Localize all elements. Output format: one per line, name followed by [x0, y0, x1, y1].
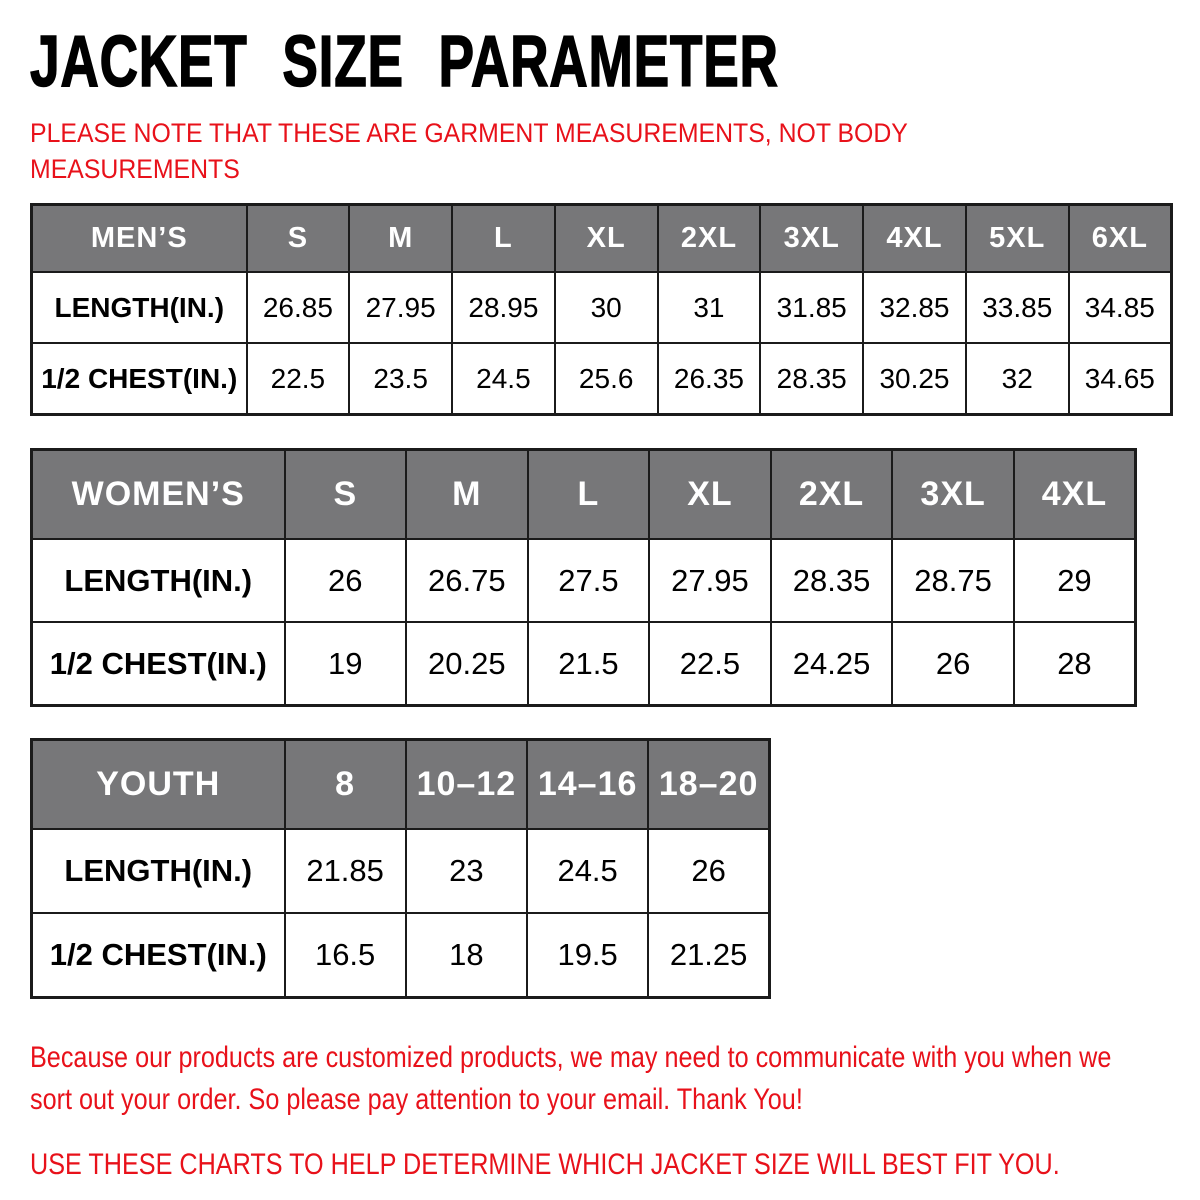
mens-measurement-value: 32.85 [863, 272, 966, 343]
mens-size-table [30, 203, 1173, 416]
womens-size-column-header: S [285, 449, 407, 539]
womens-measurement-value: 28 [1014, 622, 1136, 705]
womens-size-column-header: L [528, 449, 650, 539]
mens-size-column-header: 4XL [863, 204, 966, 272]
chart-usage-note: USE THESE CHARTS TO HELP DETERMINE WHICH JACKET SIZE WILL BEST FIT YOU. [30, 1148, 1060, 1181]
mens-measurement-value: 26.35 [658, 343, 761, 414]
garment-measurement-note: PLEASE NOTE THAT THESE ARE GARMENT MEASUREMENTS, NOT BODY MEASUREMENTS [30, 118, 908, 184]
youth-measurement-row [32, 913, 770, 997]
mens-header-row [32, 204, 1172, 272]
youth-size-column-header: 8 [285, 739, 406, 829]
womens-table-title: WOMEN’S [32, 449, 285, 539]
mens-size-column-header: 6XL [1069, 204, 1172, 272]
youth-measurement-row [32, 829, 770, 913]
mens-size-column-header: S [247, 204, 350, 272]
womens-measurement-value: 26 [285, 539, 407, 622]
mens-measurement-value: 28.35 [760, 343, 863, 414]
mens-size-column-header: M [349, 204, 452, 272]
mens-measurement-value: 28.95 [452, 272, 555, 343]
customization-communication-note: Because our products are customized products, we may need to communicate with you when we sort out your order. So please pay attention to your email. Thank You! [30, 1040, 1112, 1117]
mens-measurement-value: 30.25 [863, 343, 966, 414]
womens-measurement-value: 29 [1014, 539, 1136, 622]
mens-measurement-value: 34.65 [1069, 343, 1172, 414]
mens-size-column-header: XL [555, 204, 658, 272]
mens-measurement-value: 32 [966, 343, 1069, 414]
youth-row-label: LENGTH(IN.) [32, 829, 285, 913]
womens-measurement-value: 27.95 [649, 539, 771, 622]
youth-size-column-header: 14–16 [527, 739, 648, 829]
womens-size-column-header: M [406, 449, 528, 539]
mens-row-label: 1/2 CHEST(IN.) [32, 343, 247, 414]
womens-measurement-value: 28.35 [771, 539, 893, 622]
womens-size-column-header: XL [649, 449, 771, 539]
womens-size-column-header: 2XL [771, 449, 893, 539]
womens-row-label: LENGTH(IN.) [32, 539, 285, 622]
womens-size-table [30, 448, 1137, 707]
youth-size-column-header: 18–20 [648, 739, 769, 829]
womens-row-label: 1/2 CHEST(IN.) [32, 622, 285, 705]
youth-measurement-value: 18 [406, 913, 527, 997]
youth-size-table [30, 738, 771, 999]
mens-measurement-value: 31.85 [760, 272, 863, 343]
youth-measurement-value: 16.5 [285, 913, 406, 997]
womens-measurement-value: 20.25 [406, 622, 528, 705]
mens-measurement-row [32, 272, 1172, 343]
mens-size-column-header: 3XL [760, 204, 863, 272]
womens-header-row [32, 449, 1136, 539]
youth-size-column-header: 10–12 [406, 739, 527, 829]
mens-measurement-value: 34.85 [1069, 272, 1172, 343]
womens-size-column-header: 3XL [892, 449, 1014, 539]
mens-table-title: MEN’S [32, 204, 247, 272]
mens-measurement-value: 24.5 [452, 343, 555, 414]
womens-measurement-value: 28.75 [892, 539, 1014, 622]
mens-measurement-value: 33.85 [966, 272, 1069, 343]
womens-size-column-header: 4XL [1014, 449, 1136, 539]
mens-measurement-value: 22.5 [247, 343, 350, 414]
womens-measurement-value: 24.25 [771, 622, 893, 705]
womens-measurement-value: 26 [892, 622, 1014, 705]
youth-table-title: YOUTH [32, 739, 285, 829]
mens-measurement-value: 26.85 [247, 272, 350, 343]
youth-header-row [32, 739, 770, 829]
youth-measurement-value: 26 [648, 829, 769, 913]
youth-row-label: 1/2 CHEST(IN.) [32, 913, 285, 997]
mens-measurement-value: 27.95 [349, 272, 452, 343]
youth-measurement-value: 19.5 [527, 913, 648, 997]
womens-measurement-row [32, 622, 1136, 705]
womens-measurement-value: 22.5 [649, 622, 771, 705]
youth-measurement-value: 21.25 [648, 913, 769, 997]
womens-measurement-value: 21.5 [528, 622, 650, 705]
mens-size-column-header: 2XL [658, 204, 761, 272]
mens-measurement-value: 23.5 [349, 343, 452, 414]
mens-row-label: LENGTH(IN.) [32, 272, 247, 343]
youth-measurement-value: 21.85 [285, 829, 406, 913]
womens-measurement-row [32, 539, 1136, 622]
mens-size-column-header: 5XL [966, 204, 1069, 272]
mens-measurement-value: 25.6 [555, 343, 658, 414]
youth-measurement-value: 24.5 [527, 829, 648, 913]
page-title: JACKET SIZE PARAMETER [30, 22, 779, 102]
mens-measurement-row [32, 343, 1172, 414]
mens-measurement-value: 31 [658, 272, 761, 343]
youth-measurement-value: 23 [406, 829, 527, 913]
womens-measurement-value: 19 [285, 622, 407, 705]
womens-measurement-value: 27.5 [528, 539, 650, 622]
mens-size-column-header: L [452, 204, 555, 272]
womens-measurement-value: 26.75 [406, 539, 528, 622]
mens-measurement-value: 30 [555, 272, 658, 343]
